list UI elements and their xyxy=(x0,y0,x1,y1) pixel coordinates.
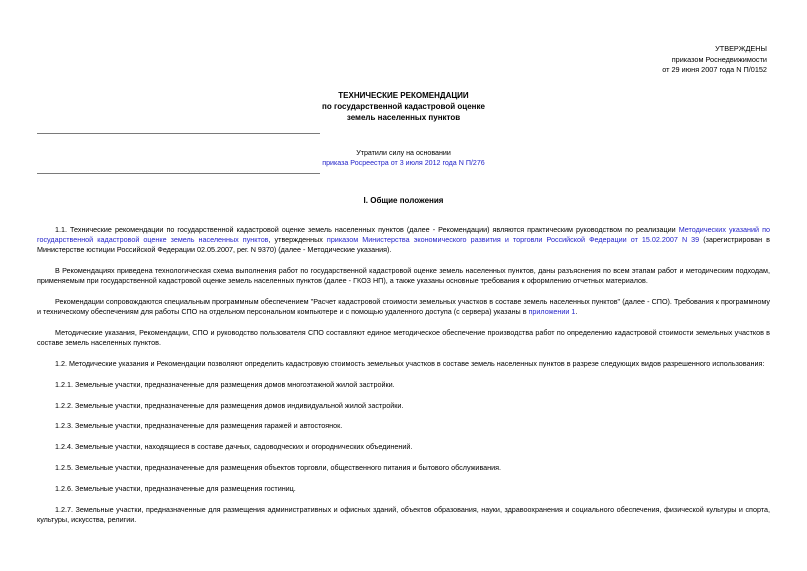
approval-line-2: приказом Роснедвижимости xyxy=(671,54,767,64)
paragraph-text: , утвержденных xyxy=(268,235,327,245)
paragraph-software xyxy=(37,297,770,317)
paragraph-1-2: 1.2. Методические указания и Рекомендации позволяют определить кадастровую стоимость земельных участков в составе земель населенных пунктов в разрезе следующих видов разрешенного использования: xyxy=(55,359,765,368)
approval-line-1: УТВЕРЖДЕНЫ xyxy=(715,44,767,53)
list-item-1-2-2: 1.2.2. Земельные участки, предназначенные для размещения домов индивидуальной жилой застройки. xyxy=(55,401,404,410)
paragraph-1-1 xyxy=(37,225,770,256)
list-item-1-2-4: 1.2.4. Земельные участки, находящиеся в составе дачных, садоводческих и огороднических объединений. xyxy=(55,442,413,451)
paragraph-technology-scheme: В Рекомендациях приведена технологическая схема выполнения работ по государственной кадастровой оценке земель населенных пунктов, даны разъяснения по всем этапам работ и методическим подходам, применяемым при государственной кадастровой оценке земель населенных пунктов (далее - ГКОЗ НП), а также указаны основные требования к оформлению отчетных материалов. xyxy=(37,266,770,286)
list-item-1-2-7: 1.2.7. Земельные участки, предназначенные для размещения административных и офисных зданий, объектов образования, науки, здравоохранения и социального обеспечения, физической культуры и спорта, культуры, искусства, религии. xyxy=(37,505,770,525)
list-item-1-2-5: 1.2.5. Земельные участки, предназначенные для размещения объектов торговли, общественного питания и бытового обслуживания. xyxy=(55,463,502,472)
methodical-guidelines-link[interactable]: Методических указаний по государственной кадастровой оценке земель населенных пунктов xyxy=(37,225,770,245)
paragraph-text: Рекомендации сопровождаются специальным программным обеспечением "Расчет кадастровой стоимости земельных участков в составе земель населенных пунктов" (далее - СПО). Требования к программному и техническому обеспечениям для работы СПО на отдельном персональном компьютере и с помощью удаленного доступа (с сервера) указаны в xyxy=(37,297,770,317)
document-title-line-3: земель населенных пунктов xyxy=(346,113,461,122)
bottom-divider xyxy=(37,173,320,174)
top-divider xyxy=(37,133,320,134)
document-title-line-1: ТЕХНИЧЕСКИЕ РЕКОМЕНДАЦИИ xyxy=(338,91,469,100)
paragraph-methodical-support: Методические указания, Рекомендации, СПО и руководство пользователя СПО составляют единое методическое обеспечение производства работ по определению кадастровой стоимости земельных участков в составе земель населенных пунктов. xyxy=(37,328,770,348)
list-item-1-2-1: 1.2.1. Земельные участки, предназначенные для размещения домов многоэтажной жилой застройки. xyxy=(55,380,395,389)
approval-line-3: от 29 июня 2007 года N П/0152 xyxy=(662,65,767,74)
paragraph-text: 1.1. Технические рекомендации по государственной кадастровой оценке земель населенных пунктов (далее - Рекомендации) являются практическим руководством по реализации xyxy=(55,225,679,234)
expiry-notice-text: Утратили силу на основании xyxy=(356,149,451,157)
expiry-order-link[interactable]: приказа Росреестра от 3 июля 2012 года N П/276 xyxy=(322,158,485,167)
appendix-1-link[interactable]: приложении 1 xyxy=(528,307,576,317)
expiry-notice xyxy=(0,149,807,168)
list-item-1-2-6: 1.2.6. Земельные участки, предназначенные для размещения гостиниц. xyxy=(55,484,296,493)
paragraph-text: (зарегистрирован в Министерстве юстиции Российской Федерации 02.05.2007, рег. N 9370) (далее - Методические указания). xyxy=(37,235,770,255)
approval-stamp xyxy=(662,44,767,76)
paragraph-text: . xyxy=(575,307,578,317)
ministry-order-link[interactable]: приказом Министерства экономического развития и торговли Российской Федерации от 15.02.2007 N 39 xyxy=(326,235,700,245)
section-heading: I. Общие положения xyxy=(363,196,444,205)
list-item-1-2-3: 1.2.3. Земельные участки, предназначенные для размещения гаражей и автостоянок. xyxy=(55,421,343,430)
document-title-line-2: по государственной кадастровой оценке xyxy=(322,102,485,111)
document-title xyxy=(0,90,807,123)
